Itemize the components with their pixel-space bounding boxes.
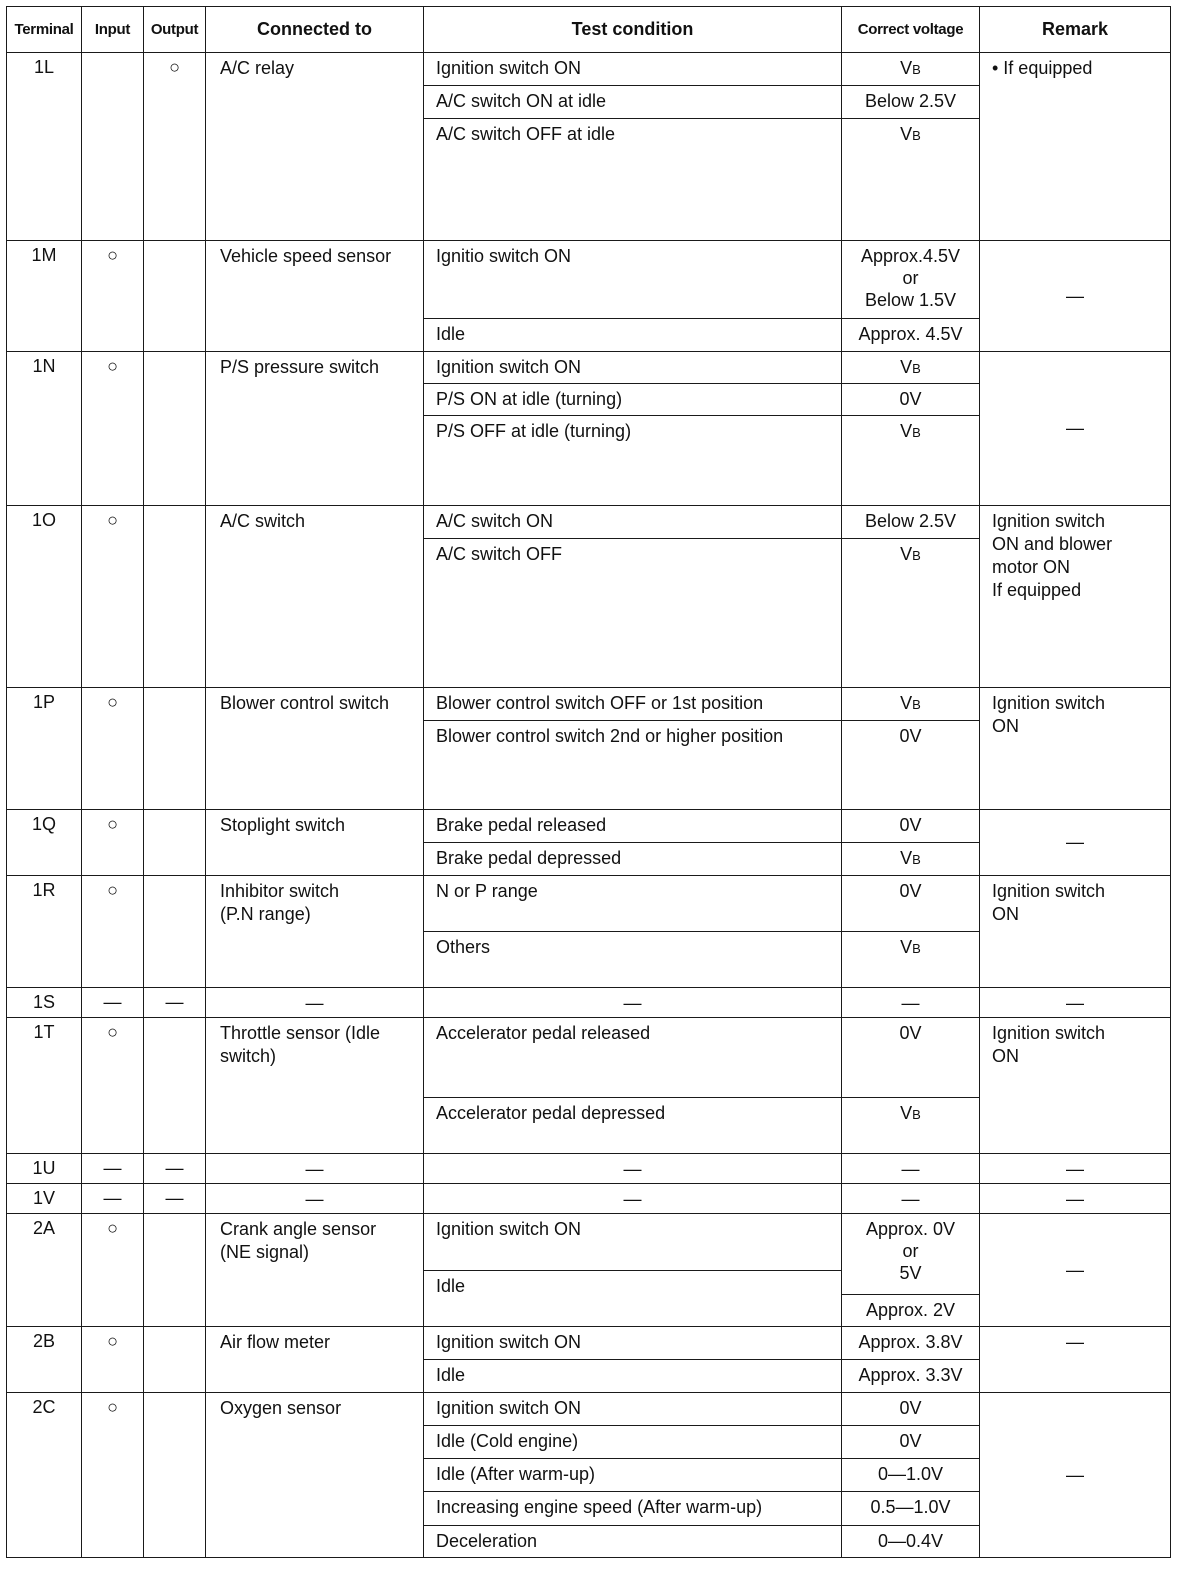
- test-condition-cell: Ignition switch ON: [424, 53, 842, 86]
- table-row: [7, 1393, 1171, 1426]
- ecu-terminal-voltage-table: [6, 6, 1171, 1558]
- output-cell: —: [144, 1184, 206, 1214]
- voltage-cell: [842, 843, 980, 876]
- output-cell: [144, 688, 206, 810]
- output-cell: —: [144, 988, 206, 1018]
- test-condition-cell: A/C switch OFF at idle: [424, 119, 842, 241]
- voltage-cell: Approx.4.5V or Below 1.5V: [842, 241, 980, 319]
- output-cell: [144, 1018, 206, 1154]
- connected-to-cell: Inhibitor switch (P.N range): [206, 876, 424, 988]
- test-condition-cell: Blower control switch OFF or 1st position: [424, 688, 842, 721]
- connected-to-cell: P/S pressure switch: [206, 352, 424, 506]
- voltage-cell: —: [842, 988, 980, 1018]
- remark-cell: —: [980, 241, 1171, 352]
- test-condition-cell: Idle (After warm-up): [424, 1459, 842, 1492]
- header-row: [7, 7, 1171, 53]
- test-condition-cell: Ignition switch ON: [424, 352, 842, 384]
- table-row: [7, 506, 1171, 539]
- header-input: Input: [82, 7, 144, 53]
- remark-cell: • If equipped: [980, 53, 1171, 241]
- remark-cell: —: [980, 1327, 1171, 1393]
- connected-to-cell: —: [206, 1184, 424, 1214]
- input-mark: ○: [82, 1018, 144, 1154]
- voltage-cell: [842, 688, 980, 721]
- voltage-cell: [842, 539, 980, 688]
- test-condition-cell: Idle: [424, 1360, 842, 1393]
- input-mark: ○: [82, 1327, 144, 1393]
- terminal-cell: 1P: [7, 688, 82, 810]
- input-mark: ○: [82, 1393, 144, 1558]
- header-connected-to: Connected to: [206, 7, 424, 53]
- terminal-cell: 1S: [7, 988, 82, 1018]
- test-condition-cell: A/C switch OFF: [424, 539, 842, 688]
- voltage-cell: [842, 352, 980, 384]
- voltage-cell: 0V: [842, 1393, 980, 1426]
- input-mark: ○: [82, 241, 144, 352]
- remark-cell: Ignition switch ON: [980, 876, 1171, 988]
- remark-cell: —: [980, 988, 1171, 1018]
- terminal-cell: 1V: [7, 1184, 82, 1214]
- voltage-cell: —: [842, 1184, 980, 1214]
- input-mark: ○: [82, 688, 144, 810]
- remark-cell: —: [980, 352, 1171, 506]
- remark-cell: —: [980, 1184, 1171, 1214]
- voltage-cell: 0V: [842, 1018, 980, 1098]
- output-cell: [144, 810, 206, 876]
- voltage-cell: [842, 416, 980, 506]
- vb-voltage: VB: [900, 124, 921, 144]
- input-cell: —: [82, 1154, 144, 1184]
- terminal-cell: 1N: [7, 352, 82, 506]
- voltage-cell: 0V: [842, 384, 980, 416]
- voltage-cell: Approx. 3.8V: [842, 1327, 980, 1360]
- remark-cell: —: [980, 1393, 1171, 1558]
- table-row: [7, 810, 1171, 843]
- voltage-cell: [842, 1098, 980, 1154]
- vb-voltage: VB: [900, 544, 921, 564]
- output-cell: [144, 241, 206, 352]
- test-condition-cell: —: [424, 988, 842, 1018]
- input-mark: ○: [82, 876, 144, 988]
- output-cell: [144, 506, 206, 688]
- test-condition-cell: Ignitio switch ON: [424, 241, 842, 319]
- table-row: [7, 1018, 1171, 1098]
- terminal-cell: 1R: [7, 876, 82, 988]
- test-condition-cell: Accelerator pedal released: [424, 1018, 842, 1098]
- output-cell: [144, 876, 206, 988]
- output-cell: —: [144, 1154, 206, 1184]
- connected-to-cell: Blower control switch: [206, 688, 424, 810]
- remark-cell: Ignition switch ON and blower motor ON If equipped: [980, 506, 1171, 688]
- voltage-cell: 0—0.4V: [842, 1526, 980, 1558]
- test-condition-cell: A/C switch ON at idle: [424, 86, 842, 119]
- voltage-cell: 0V: [842, 810, 980, 843]
- test-condition-cell: A/C switch ON: [424, 506, 842, 539]
- table-row: [7, 53, 1171, 86]
- test-condition-cell: Blower control switch 2nd or higher position: [424, 721, 842, 810]
- input-cell: —: [82, 988, 144, 1018]
- terminal-cell: 1O: [7, 506, 82, 688]
- remark-cell: —: [980, 1214, 1171, 1327]
- vb-voltage: VB: [900, 693, 921, 713]
- connected-to-cell: Stoplight switch: [206, 810, 424, 876]
- table-row: [7, 876, 1171, 932]
- vb-voltage: VB: [900, 357, 921, 377]
- voltage-cell: [842, 932, 980, 988]
- table-row: [7, 988, 1171, 1018]
- table-row: [7, 1184, 1171, 1214]
- table-row: [7, 1214, 1171, 1271]
- connected-to-cell: A/C relay: [206, 53, 424, 241]
- voltage-cell: Below 2.5V: [842, 86, 980, 119]
- header-test-condition: Test condition: [424, 7, 842, 53]
- table-row: [7, 352, 1171, 384]
- vb-voltage: VB: [900, 58, 921, 78]
- remark-cell: Ignition switch ON: [980, 688, 1171, 810]
- terminal-cell: 2A: [7, 1214, 82, 1327]
- vb-voltage: VB: [900, 937, 921, 957]
- remark-cell: —: [980, 810, 1171, 876]
- test-condition-cell: Others: [424, 932, 842, 988]
- vb-voltage: VB: [900, 848, 921, 868]
- remark-cell: —: [980, 1154, 1171, 1184]
- input-cell: [82, 53, 144, 241]
- test-condition-cell: Ignition switch ON: [424, 1327, 842, 1360]
- output-cell: [144, 1393, 206, 1558]
- output-mark: ○: [144, 53, 206, 241]
- voltage-cell: Below 2.5V: [842, 506, 980, 539]
- voltage-cell: Approx. 0V or 5V: [842, 1214, 980, 1295]
- voltage-cell: [842, 119, 980, 241]
- voltage-cell: Approx. 2V: [842, 1295, 980, 1327]
- connected-to-cell: —: [206, 1154, 424, 1184]
- voltage-cell: 0V: [842, 721, 980, 810]
- test-condition-cell: P/S ON at idle (turning): [424, 384, 842, 416]
- test-condition-cell: Idle: [424, 1271, 842, 1327]
- test-condition-cell: Brake pedal depressed: [424, 843, 842, 876]
- voltage-cell: 0.5—1.0V: [842, 1492, 980, 1526]
- table-row: [7, 1327, 1171, 1360]
- output-cell: [144, 1327, 206, 1393]
- voltage-cell: 0V: [842, 1426, 980, 1459]
- test-condition-cell: Idle: [424, 319, 842, 352]
- terminal-cell: 1L: [7, 53, 82, 241]
- header-correct-voltage: Correct voltage: [842, 7, 980, 53]
- test-condition-cell: P/S OFF at idle (turning): [424, 416, 842, 506]
- voltage-cell: Approx. 3.3V: [842, 1360, 980, 1393]
- table-row: [7, 1154, 1171, 1184]
- connected-to-cell: Throttle sensor (Idle switch): [206, 1018, 424, 1154]
- output-cell: [144, 1214, 206, 1327]
- terminal-cell: 1Q: [7, 810, 82, 876]
- test-condition-cell: —: [424, 1154, 842, 1184]
- connected-to-cell: Air flow meter: [206, 1327, 424, 1393]
- header-terminal: Terminal: [7, 7, 82, 53]
- header-remark: Remark: [980, 7, 1171, 53]
- test-condition-cell: Deceleration: [424, 1526, 842, 1558]
- voltage-cell: 0V: [842, 876, 980, 932]
- test-condition-cell: Idle (Cold engine): [424, 1426, 842, 1459]
- terminal-cell: 1T: [7, 1018, 82, 1154]
- terminal-cell: 1M: [7, 241, 82, 352]
- table-row: [7, 241, 1171, 319]
- input-mark: ○: [82, 810, 144, 876]
- input-mark: ○: [82, 506, 144, 688]
- terminal-cell: 2B: [7, 1327, 82, 1393]
- test-condition-cell: Ignition switch ON: [424, 1393, 842, 1426]
- connected-to-cell: A/C switch: [206, 506, 424, 688]
- connected-to-cell: Crank angle sensor (NE signal): [206, 1214, 424, 1327]
- test-condition-cell: Ignition switch ON: [424, 1214, 842, 1271]
- input-cell: —: [82, 1184, 144, 1214]
- connected-to-cell: Vehicle speed sensor: [206, 241, 424, 352]
- test-condition-cell: Brake pedal released: [424, 810, 842, 843]
- table-row: [7, 688, 1171, 721]
- voltage-cell: —: [842, 1154, 980, 1184]
- vb-voltage: VB: [900, 421, 921, 441]
- input-mark: ○: [82, 1214, 144, 1327]
- vb-voltage: VB: [900, 1103, 921, 1123]
- test-condition-cell: Increasing engine speed (After warm-up): [424, 1492, 842, 1526]
- voltage-cell: 0—1.0V: [842, 1459, 980, 1492]
- terminal-cell: 1U: [7, 1154, 82, 1184]
- terminal-cell: 2C: [7, 1393, 82, 1558]
- header-output: Output: [144, 7, 206, 53]
- test-condition-cell: —: [424, 1184, 842, 1214]
- voltage-cell: Approx. 4.5V: [842, 319, 980, 352]
- remark-cell: Ignition switch ON: [980, 1018, 1171, 1154]
- connected-to-cell: —: [206, 988, 424, 1018]
- output-cell: [144, 352, 206, 506]
- test-condition-cell: N or P range: [424, 876, 842, 932]
- voltage-cell: [842, 53, 980, 86]
- test-condition-cell: Accelerator pedal depressed: [424, 1098, 842, 1154]
- connected-to-cell: Oxygen sensor: [206, 1393, 424, 1558]
- input-mark: ○: [82, 352, 144, 506]
